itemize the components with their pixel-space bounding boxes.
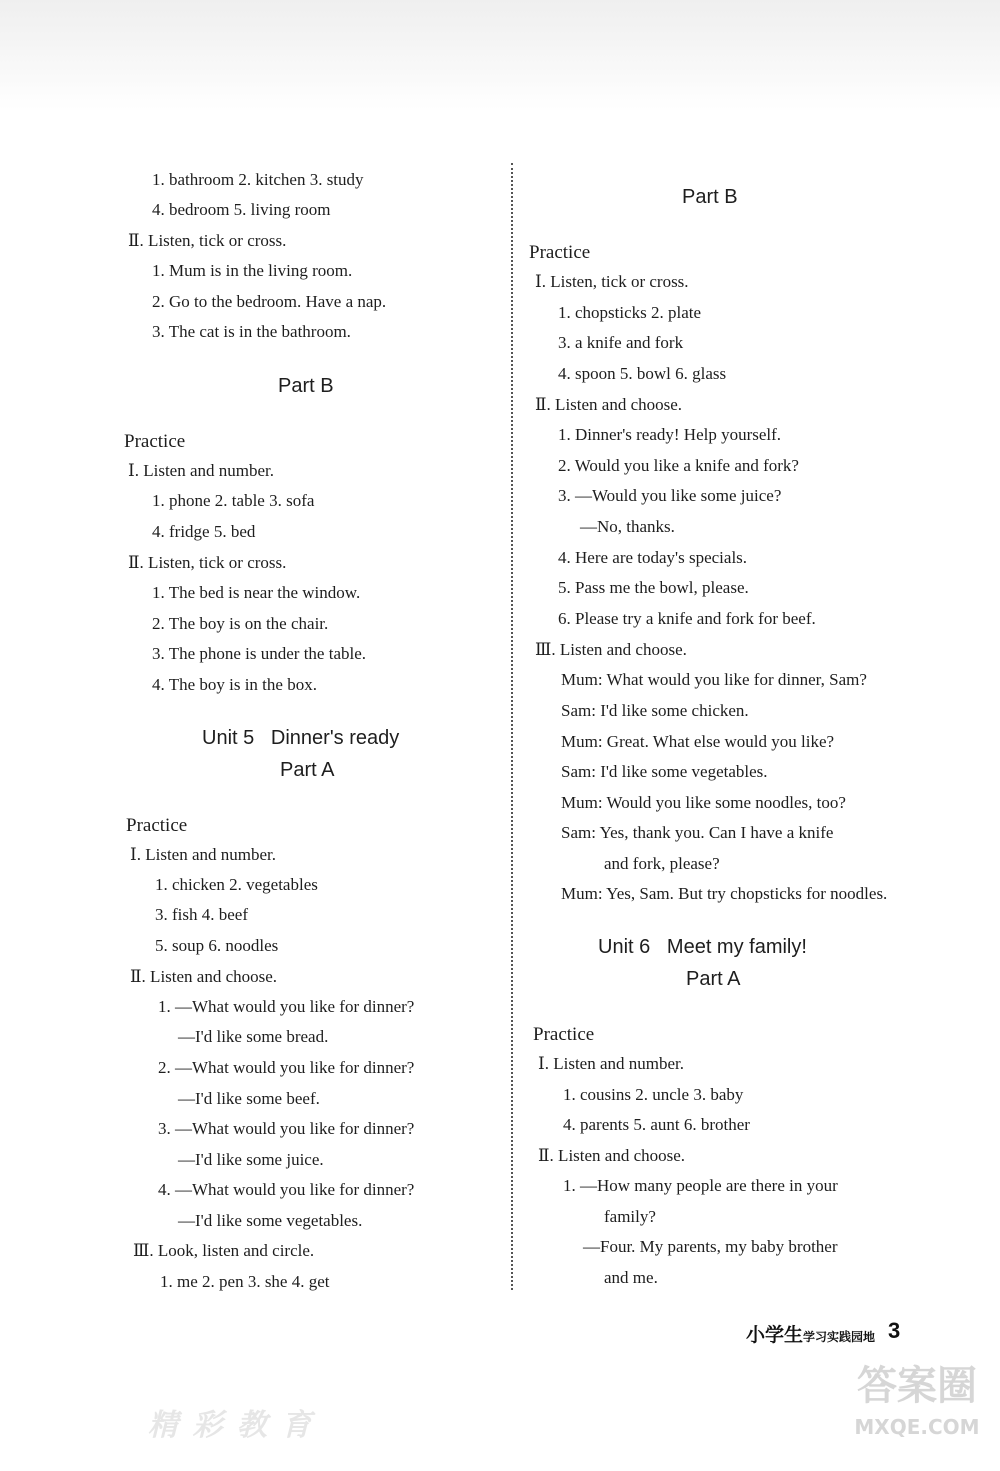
dialogue-line: Sam: I'd like some chicken. (561, 701, 749, 720)
right-line: 1. chopsticks 2. plate (558, 303, 702, 322)
left-line: 3. The cat is in the bathroom. (152, 322, 351, 341)
part-title: Part B (682, 186, 738, 208)
part-title: Part B (278, 375, 334, 397)
left-line: 4. bedroom 5. living room (152, 200, 331, 219)
dialogue-line: Mum: What would you like for dinner, Sam? (561, 670, 867, 689)
dialogue-line: and fork, please? (604, 854, 720, 873)
section-heading: Ⅰ. Listen and number. (128, 461, 274, 480)
right-line: 4. spoon 5. bowl 6. glass (558, 364, 727, 383)
left-line: —I'd like some beef. (178, 1089, 320, 1108)
dialogue-line: Mum: Great. What else would you like? (561, 732, 835, 751)
left-line: 3. —What would you like for dinner? (158, 1119, 415, 1138)
right-line: 3. —Would you like some juice? (558, 486, 782, 505)
scan-top-band (0, 0, 1000, 110)
left-line: 4. The boy is in the box. (152, 675, 317, 694)
right-line: 3. a knife and fork (558, 333, 684, 352)
left-line: 4. fridge 5. bed (152, 522, 256, 541)
practice-label: Practice (124, 431, 186, 452)
practice-label: Practice (529, 242, 591, 263)
part-title: Part A (280, 759, 335, 781)
right-line: 6. Please try a knife and fork for beef. (558, 609, 816, 628)
right-line: 4. parents 5. aunt 6. brother (563, 1115, 750, 1134)
section-heading: Ⅱ. Listen, tick or cross. (128, 553, 287, 572)
watermark-logo-text: 答案圈 (857, 1363, 977, 1409)
column-divider (511, 163, 513, 1290)
right-line: 2. Would you like a knife and fork? (558, 456, 799, 475)
dialogue-line: Mum: Would you like some noodles, too? (561, 793, 846, 812)
brand-sub: 学习实践园地 (803, 1330, 876, 1344)
section-heading: Ⅰ. Listen, tick or cross. (535, 272, 689, 291)
footer-brand (746, 1320, 875, 1347)
brand-main: 小学生 (746, 1325, 804, 1346)
right-line: 1. —How many people are there in your (563, 1176, 838, 1195)
watermark-url: MXQE.COM (854, 1415, 980, 1439)
section-heading: Ⅱ. Listen, tick or cross. (128, 231, 287, 250)
left-line: —I'd like some vegetables. (178, 1211, 363, 1230)
dialogue-line: Sam: I'd like some vegetables. (561, 762, 768, 781)
left-line: —I'd like some juice. (178, 1150, 324, 1169)
right-line: 4. Here are today's specials. (558, 548, 748, 567)
left-line: 2. The boy is on the chair. (152, 614, 329, 633)
section-heading: Ⅱ. Listen and choose. (130, 967, 278, 986)
dialogue-line: Sam: Yes, thank you. Can I have a knife (561, 823, 834, 842)
part-title: Part A (686, 968, 741, 990)
unit-title: Unit 5 Dinner's ready (202, 727, 400, 749)
left-line: 1. me 2. pen 3. she 4. get (160, 1272, 330, 1291)
practice-label: Practice (126, 815, 188, 836)
left-line: 2. Go to the bedroom. Have a nap. (152, 292, 387, 311)
right-line: —No, thanks. (580, 517, 675, 536)
watermark-right (842, 1358, 992, 1458)
left-line: 1. Mum is in the living room. (152, 261, 353, 280)
left-line: 1. —What would you like for dinner? (158, 997, 415, 1016)
left-line: 2. —What would you like for dinner? (158, 1058, 415, 1077)
left-line: 4. —What would you like for dinner? (158, 1180, 415, 1199)
unit-title: Unit 6 Meet my family! (598, 936, 807, 958)
left-line: 1. phone 2. table 3. sofa (152, 491, 315, 510)
dialogue-line: Mum: Yes, Sam. But try chopsticks for noodles. (561, 884, 888, 903)
section-heading: Ⅱ. Listen and choose. (535, 395, 683, 414)
left-line: 1. bathroom 2. kitchen 3. study (152, 170, 364, 189)
left-line: 3. fish 4. beef (155, 905, 249, 924)
left-line: 1. chicken 2. vegetables (155, 875, 318, 894)
left-line: 3. The phone is under the table. (152, 644, 367, 663)
section-heading: Ⅲ. Look, listen and circle. (133, 1241, 315, 1260)
practice-label: Practice (533, 1024, 595, 1045)
right-line: —Four. My parents, my baby brother (583, 1237, 838, 1256)
right-line: 1. cousins 2. uncle 3. baby (563, 1085, 744, 1104)
right-line: 1. Dinner's ready! Help yourself. (558, 425, 782, 444)
section-heading: Ⅱ. Listen and choose. (538, 1146, 686, 1165)
right-line: family? (604, 1207, 656, 1226)
section-heading: Ⅲ. Listen and choose. (535, 640, 687, 659)
left-line: —I'd like some bread. (178, 1027, 329, 1046)
section-heading: Ⅰ. Listen and number. (538, 1054, 684, 1073)
section-heading: Ⅰ. Listen and number. (130, 845, 276, 864)
left-line: 5. soup 6. noodles (155, 936, 279, 955)
right-line: 5. Pass me the bowl, please. (558, 578, 749, 597)
left-line: 1. The bed is near the window. (152, 583, 361, 602)
page-number: 3 (888, 1318, 901, 1343)
right-line: and me. (604, 1268, 658, 1287)
watermark-left: 精 彩 教 育 (148, 1408, 314, 1443)
